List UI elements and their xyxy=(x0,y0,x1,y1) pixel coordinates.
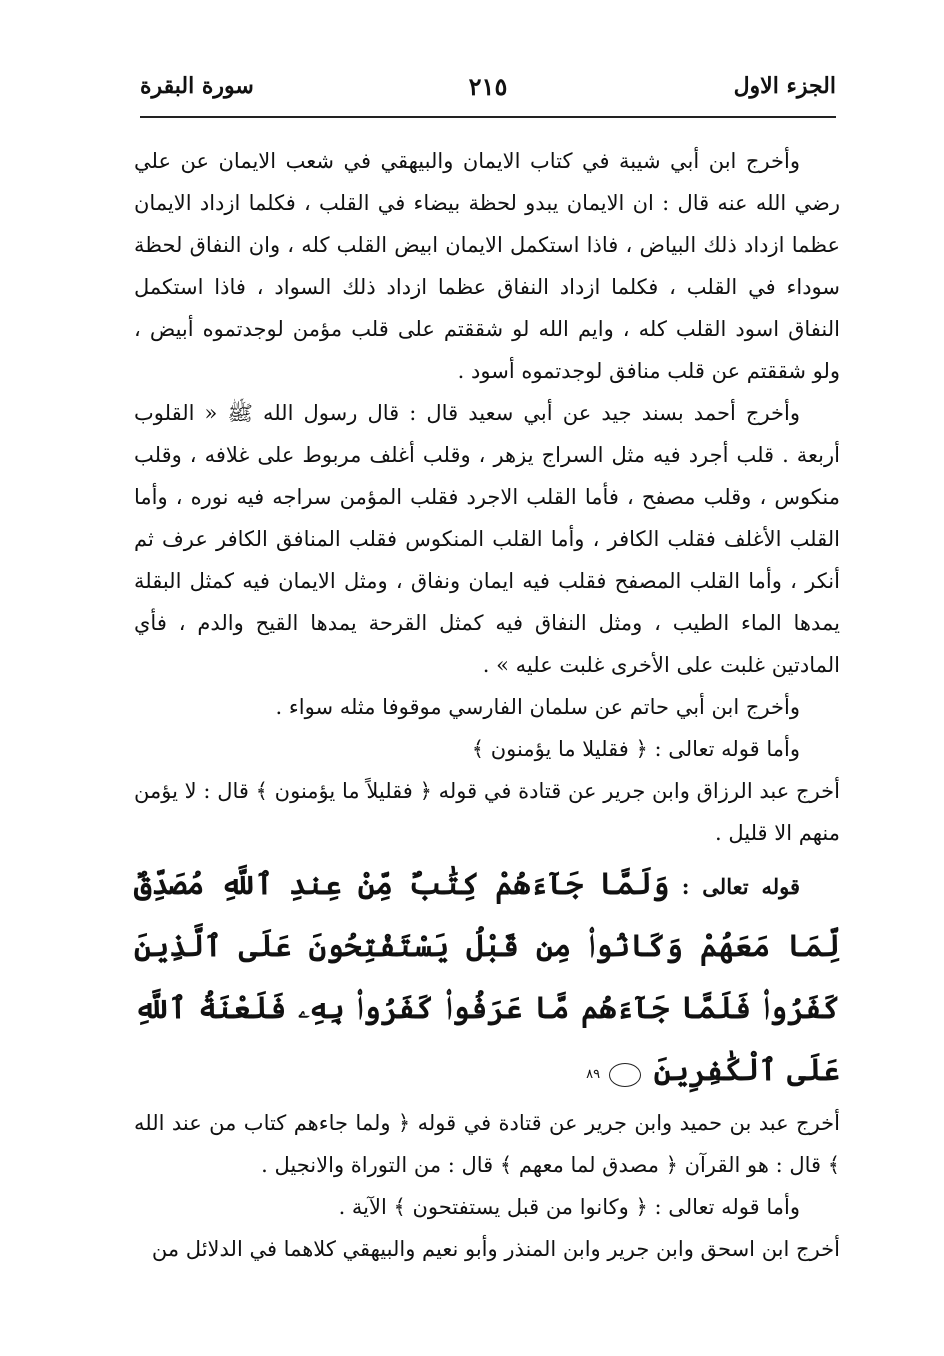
ayah-number: ٨٩ xyxy=(609,1063,641,1087)
paragraph: وأما قوله تعالى : ﴿ وكانوا من قبل يستفتحون ﴾ الآية . xyxy=(338,1195,800,1219)
quran-verse-block xyxy=(134,854,840,1102)
header-rule xyxy=(140,116,836,118)
surah-label: سورة البقرة xyxy=(140,73,254,99)
paragraph: وأما قوله تعالى : ﴿ فقليلا ما يؤمنون ﴾ xyxy=(471,737,800,761)
running-header xyxy=(140,66,836,106)
page-number: ٢١٥ xyxy=(468,71,508,101)
paragraph: أخرج عبد الرزاق وابن جرير عن قتادة في قوله ﴿ فقليلاً ما يؤمنون ﴾ قال : لا يؤمن منهم الا قليل . xyxy=(134,779,840,845)
paragraph: وأخرج أحمد بسند جيد عن أبي سعيد قال : قال رسول الله ﷺ « القلوب أربعة . قلب أجرد فيه مثل السراج يزهر ، وقلب أغلف مربوط على غلافه ، وقلب منكوس ، وقلب مصفح ، فأما القلب الاجرد فقلب المؤمن سراجه فيه نوره ، وأما القلب الأغلف فقلب الكافر ، وأما القلب المنكوس فقلب المنافق الكافر عرف ثم أنكر ، وأما القلب المصفح فقلب فيه ايمان ونفاق ، ومثل الايمان فيه كمثل البقلة يمدها الماء الطيب ، ومثل النفاق فيه كمثل القرحة يمدها القيح والدم ، فأي المادتين غلبت على الأخرى غلبت عليه » . xyxy=(134,401,840,677)
verse-intro: قوله تعالى : xyxy=(681,874,800,899)
page-body xyxy=(134,140,840,1270)
paragraph: أخرج ابن اسحق وابن جرير وابن المنذر وأبو نعيم والبيهقي كلاهما في الدلائل من xyxy=(151,1237,840,1261)
paragraph: وأخرج ابن أبي حاتم عن سلمان الفارسي موقوفا مثله سواء . xyxy=(275,695,800,719)
quran-verse: وَلَمَّا جَآءَهُمْ كِتَٰبٌ مِّنْ عِندِ ٱللَّهِ مُصَدِّقٌ لِّمَا مَعَهُمْ وَكَانُوا۟ مِن قَبْلُ يَسْتَفْتِحُونَ عَلَى ٱلَّذِينَ كَفَرُوا۟ فَلَمَّا جَآءَهُم مَّا عَرَفُوا۟ كَفَرُوا۟ بِهِۦ فَلَعْنَةُ ٱللَّهِ عَلَى ٱلْكَٰفِرِينَ xyxy=(134,867,840,1088)
paragraph: أخرج عبد بن حميد وابن جرير عن قتادة في قوله ﴿ ولما جاءهم كتاب من عند الله ﴾ قال : هو القرآن ﴿ مصدق لما معهم ﴾ قال : من التوراة والانجيل . xyxy=(134,1111,840,1177)
part-label: الجزء الاول xyxy=(733,73,836,99)
paragraph: وأخرج ابن أبي شيبة في كتاب الايمان والبيهقي في شعب الايمان عن علي رضي الله عنه قال : ان الايمان يبدو لحظة بيضاء في القلب ، فكلما ازداد الايمان عظما ازداد ذلك البياض ، فاذا استكمل الايمان ابيض القلب كله ، وان النفاق لحظة سوداء في القلب ، فكلما ازداد النفاق عظما ازداد ذلك السواد ، فاذا استكمل النفاق اسود القلب كله ، وايم الله لو شققتم على قلب مؤمن لوجدتموه أبيض ، ولو شققتم عن قلب منافق لوجدتموه أسود . xyxy=(134,149,840,383)
